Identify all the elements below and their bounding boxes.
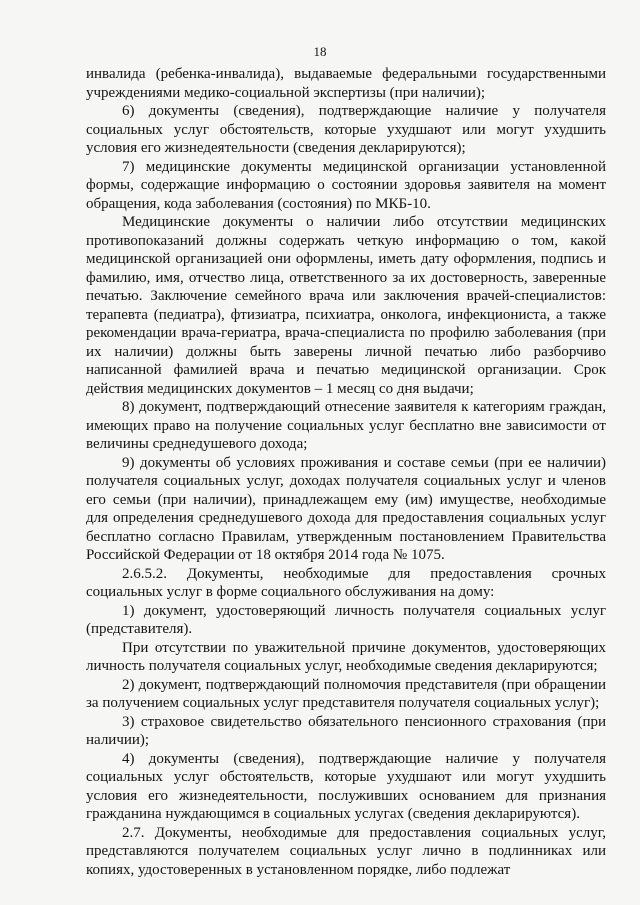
- paragraph: 3) страховое свидетельство обязательного пенсионного страхования (при наличии);: [86, 713, 606, 748]
- body-text: [86, 65, 606, 879]
- paragraph: 7) медицинские документы медицинской организации установленной формы, содержащие информацию о состоянии здоровья заявителя на момент обращения, кода заболевания (состояния) по МКБ-10.: [86, 158, 606, 212]
- paragraph: 6) документы (сведения), подтверждающие наличие у получателя социальных услуг обстоятельств, которые ухудшают или могут ухудшить условия его жизнедеятельности (сведения декларируются);: [86, 103, 606, 156]
- paragraph: 2) документ, подтверждающий полномочия представителя (при обращении за получением социальных услуг представителя получателя социальных услуг);: [86, 676, 606, 711]
- paragraph: 1) документ, удостоверяющий личность получателя социальных услуг (представителя).: [86, 602, 606, 637]
- paragraph: Медицинские документы о наличии либо отсутствии медицинских противопоказаний должны содержать четкую информацию о том, какой медицинской организацией они оформлены, иметь дату оформления, подпись и фамилию, имя, отчество лица, ответственного за их достоверность, заверенные печатью. Заключение семейного врача или заключения врачей-специалистов: терапевта (педиатра), фтизиатра, психиатра, онколога, инфекциониста, а также рекомендации врача-гериатра, врача-специалиста по профилю заболевания (при их наличии) должны быть заверены личной печатью либо разборчиво написанной фамилией врача и печатью медицинской организации. Срок действия медицинских документов – 1 месяц со дня выдачи;: [86, 214, 606, 397]
- paragraph: 9) документы об условиях проживания и составе семьи (при ее наличии) получателя социальных услуг, доходах получателя социальных услуг и членов его семьи (при наличии), принадлежащем ему (им) имуществе, необходимые для определения среднедушевого дохода для предоставления социальных услуг бесплатно согласно Правилам, утвержденным постановлением Правительства Российской Федерации от 18 октября 2014 года № 1075.: [86, 454, 606, 563]
- page-number: 18: [313, 44, 327, 59]
- paragraph: 4) документы (сведения), подтверждающие наличие у получателя социальных услуг обстоятельств, которые ухудшают или могут ухудшить условия его жизнедеятельности, послуживших основанием для признания гражданина нуждающимся в социальных услугах (сведения декларируются).: [86, 750, 606, 822]
- paragraph: 8) документ, подтверждающий отнесение заявителя к категориям граждан, имеющих право на получение социальных услуг бесплатно вне зависимости от величины среднедушевого дохода;: [86, 399, 606, 452]
- paragraph: 2.7. Документы, необходимые для предоставления социальных услуг, представляются получателем социальных услуг лично в подлинниках или копиях, удостоверенных в установленном порядке, либо подлежат: [86, 824, 606, 878]
- paragraph: инвалида (ребенка-инвалида), выдаваемые федеральными государственными учреждениями медико-социальной экспертизы (при наличии);: [86, 66, 606, 101]
- paragraph: 2.6.5.2. Документы, необходимые для предоставления срочных социальных услуг в форме социального обслуживания на дому:: [86, 565, 606, 600]
- paragraph: При отсутствии по уважительной причине документов, удостоверяющих личность получателя социальных услуг, необходимые сведения декларируются;: [86, 639, 606, 674]
